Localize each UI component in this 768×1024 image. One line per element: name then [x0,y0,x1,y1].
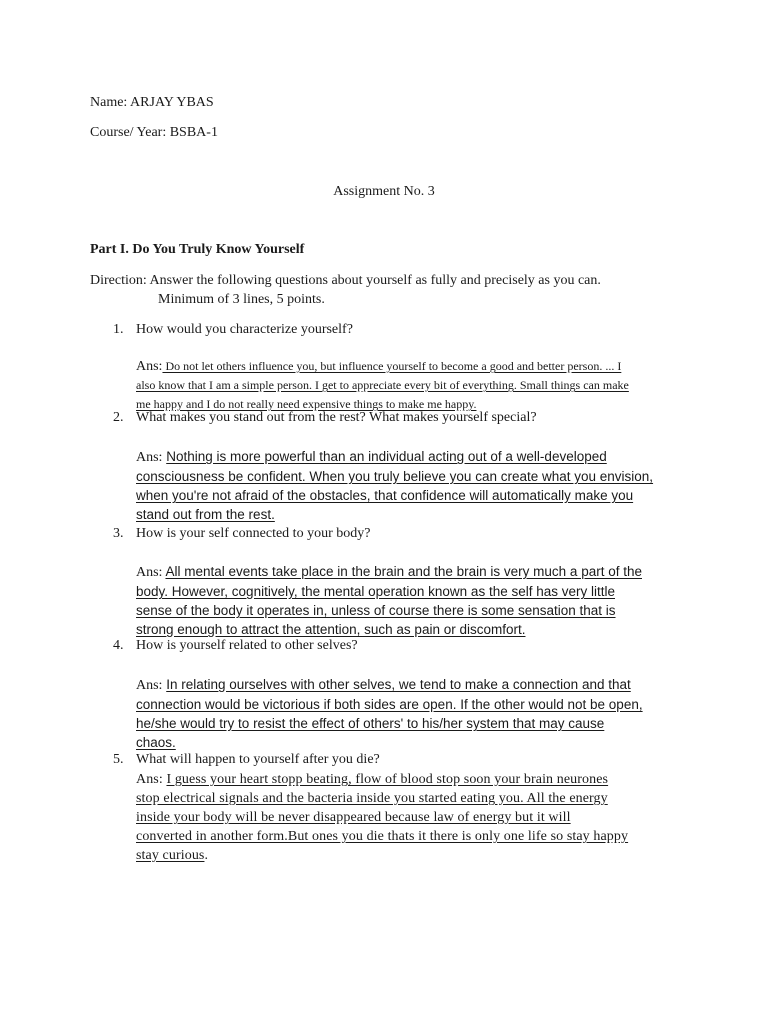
answer-text: Do not let others influence you, but influence yourself to become a good and better person. ... I [162,359,622,373]
answer-prefix: Ans: [136,565,163,580]
answer-line [136,808,628,827]
answer-line [136,582,642,601]
answer-text: converted in another form.But ones you die thats it there is only one life so stay happy [136,829,629,844]
answer-line [136,846,628,865]
answer-text: consciousness be confident. When you truly believe you can create what you envision, [136,469,654,484]
answer-prefix: Ans: [136,772,163,787]
answer-prefix: Ans: [136,359,163,374]
answer-text: also know that I am a simple person. I get to appreciate every bit of everything. Small things can make [136,378,629,392]
question-number: 1. [113,322,124,337]
answer-block [136,357,629,414]
answer-text: stand out from the rest. [136,507,275,522]
question-text: What will happen to yourself after you die? [136,752,380,767]
question-number: 5. [113,752,124,767]
question-number: 2. [113,410,124,425]
answer-block [136,562,642,639]
part-heading: Part I. Do You Truly Know Yourself [90,242,305,257]
question-number: 3. [113,526,124,541]
answer-text: chaos. [136,735,176,750]
answer-block [136,675,643,752]
answer-line [136,675,643,695]
answer-line [136,733,643,752]
answer-line [136,505,653,524]
question-text: How is your self connected to your body? [136,526,371,541]
answer-line [136,376,629,395]
course-year: Course/ Year: BSBA-1 [90,125,218,140]
answer-line [136,447,653,467]
direction-line-2: Minimum of 3 lines, 5 points. [158,292,325,307]
answer-prefix: Ans: [136,678,163,693]
answer-text: In relating ourselves with other selves, we tend to make a connection and that [166,677,631,692]
answer-line [136,714,643,733]
answer-line [136,695,643,714]
direction-line-1: Direction: Answer the following questions about yourself as fully and precisely as you can. [90,273,601,288]
answer-line [136,357,629,376]
answer-line [136,789,628,808]
answer-text: body. However, cognitively, the mental operation known as the self has very little [136,584,615,599]
answer-text: when you're not afraid of the obstacles, that confidence will automatically make you [136,488,634,503]
assignment-title: Assignment No. 3 [333,184,435,199]
answer-text: strong enough to attract the attention, such as pain or discomfort. [136,622,526,637]
answer-text: inside your body will be never disappeared because law of energy but it will [136,810,571,825]
answer-text: me happy and I do not really need expensive things to make me happy. [136,397,477,411]
answer-line [136,486,653,505]
student-name: Name: ARJAY YBAS [90,95,214,110]
question-text: What makes you stand out from the rest? What makes yourself special? [136,410,537,425]
answer-text: he/she would try to resist the effect of others' to his/her system that may cause [136,716,605,731]
answer-block [136,447,653,524]
question-text: How is yourself related to other selves? [136,638,358,653]
answer-prefix: Ans: [136,450,163,465]
answer-text: sense of the body it operates in, unless of course there is some sensation that is [136,603,616,618]
answer-line [136,562,642,582]
answer-line [136,467,653,486]
question-number: 4. [113,638,124,653]
answer-text: stop electrical signals and the bacteria inside you started eating you. All the energy [136,791,608,806]
answer-text: I guess your heart stopp beating, flow of blood stop soon your brain neurones [166,772,609,787]
answer-text: connection would be victorious if both sides are open. If the other would not be open, [136,697,643,712]
answer-block [136,770,628,865]
answer-end: . [204,848,209,863]
answer-text: Nothing is more powerful than an individual acting out of a well-developed [166,449,607,464]
answer-line [136,770,628,789]
question-text: How would you characterize yourself? [136,322,353,337]
answer-line [136,827,628,846]
answer-text: All mental events take place in the brain and the brain is very much a part of the [165,564,642,579]
answer-text: stay curious [136,848,205,863]
answer-line [136,601,642,620]
